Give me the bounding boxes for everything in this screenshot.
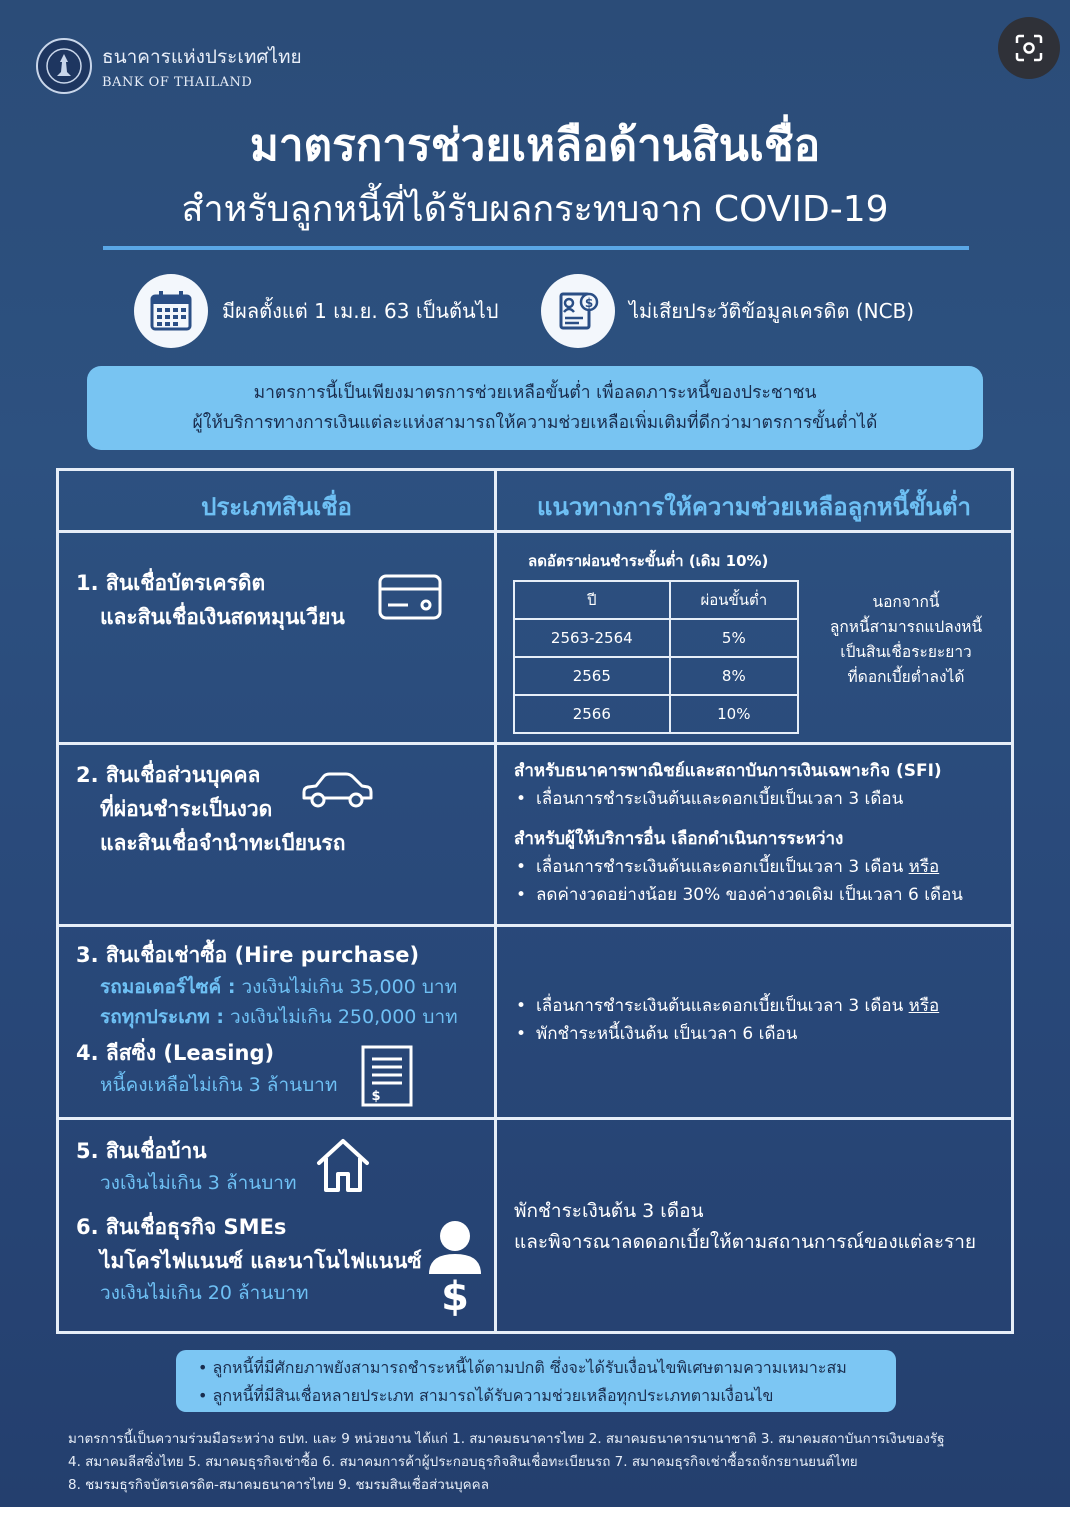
- footnote-line3: 8. ชมรมธุรกิจบัตรเครดิต-สมาคมธนาคารไทย 9. ชมรมสินเชื่อส่วนบุคคล: [68, 1477, 489, 1493]
- org-name-th: ธนาคารแห่งประเทศไทย: [102, 46, 302, 68]
- page-title: มาตรการช่วยเหลือด้านสินเชื่อ: [249, 120, 821, 171]
- car-value: วงเงินไม่เกิน 250,000 บาท: [223, 1006, 458, 1028]
- rate-table-title: ลดอัตราผ่อนชำระขั้นต่ำ (เดิม 10%): [528, 552, 769, 570]
- effective-date-text: มีผลตั้งแต่ 1 เม.ย. 63 เป็นต้นไป: [222, 299, 499, 323]
- microfinance-title: ไมโครไฟแนนซ์ และนาโนไฟแนนซ์: [100, 1249, 422, 1273]
- moto-value: วงเงินไม่เกิน 35,000 บาท: [235, 976, 458, 998]
- footnote: [68, 1428, 1028, 1497]
- row2-title-line1: 2. สินเชื่อส่วนบุคคล: [76, 763, 261, 787]
- org-name-en: BANK OF THAILAND: [102, 75, 253, 90]
- other-bullet-2: [514, 881, 994, 909]
- footnote-line2: 4. สมาคมลีสซิ่งไทย 5. สมาคมธุรกิจเช่าซื้อ 6. สมาคมการค้าผู้ประกอบธุรกิจสินเชื่อทะเบียนรถ 7. สมาคมธุรกิจเช่าซื้อรถจักรยานยนต์ไทย: [68, 1454, 858, 1470]
- or-text: หรือ: [908, 996, 940, 1016]
- extra-line: ลูกหนี้สามารถแปลงหนี้: [829, 618, 983, 636]
- page-subtitle: สำหรับลูกหนี้ที่ได้รับผลกระทบจาก COVID-19: [181, 189, 889, 230]
- column-header-loan-type: ประเภทสินเชื่อ: [201, 493, 352, 521]
- row1-title-line2: และสินเชื่อเงินสดหมุนเวียน: [100, 605, 345, 629]
- sme-limit: วงเงินไม่เกิน 20 ล้านบาท: [100, 1282, 309, 1304]
- credit-report-icon: [541, 274, 615, 348]
- table-row-divider: [56, 1117, 1014, 1120]
- bottom-note-line2: • ลูกหนี้ที่มีสินเชื่อหลายประเภท สามารถได้รับความช่วยเหลือทุกประเภทตามเงื่อนไข: [198, 1386, 774, 1405]
- row3-guidelines: [514, 992, 994, 1048]
- rate-min: 5%: [670, 619, 798, 657]
- row1-loan-type: [76, 566, 345, 634]
- sme-title: 6. สินเชื่อธุรกิจ SMEs: [76, 1215, 287, 1239]
- svg-text:$: $: [371, 1089, 381, 1104]
- moto-limit: [76, 972, 458, 1002]
- rate-year: 2565: [514, 657, 670, 695]
- calendar-icon: [134, 274, 208, 348]
- extra-line: นอกจากนี้: [872, 593, 940, 611]
- table-row-divider: [56, 742, 1014, 745]
- sfi-bullet: [514, 785, 994, 813]
- row1-title-line1: 1. สินเชื่อบัตรเครดิต: [76, 571, 266, 595]
- moto-label: รถมอเตอร์ไซค์ :: [100, 976, 236, 998]
- rate-header-year: ปี: [514, 581, 670, 619]
- note-box: [87, 366, 983, 450]
- footnote-line1: มาตรการนี้เป็นความร่วมมือระหว่าง ธปท. และ 9 หน่วยงาน ได้แก่ 1. สมาคมธนาคารไทย 2. สมาคมธนาคารนานาชาติ 3. สมาคมสถาบันการเงินของรัฐ: [68, 1431, 945, 1447]
- home-limit: วงเงินไม่เกิน 3 ล้านบาท: [100, 1172, 297, 1194]
- table-column-divider: [494, 468, 497, 1334]
- table-row: [514, 695, 798, 733]
- sfi-bullet-text: เลื่อนการชำระเงินต้นและดอกเบี้ยเป็นเวลา 3 เดือน: [536, 789, 904, 809]
- rate-table: [513, 580, 799, 734]
- extra-line: เป็นสินเชื่อระยะยาว: [840, 643, 972, 661]
- row2-title-line3: และสินเชื่อจำนำทะเบียนรถ: [100, 831, 346, 855]
- rate-min: 8%: [670, 657, 798, 695]
- row2-guidelines: [514, 757, 994, 909]
- title-divider: [103, 246, 969, 250]
- bot-logo: [36, 38, 302, 94]
- house-icon: [314, 1136, 372, 1198]
- other-heading: สำหรับผู้ให้บริการอื่น เลือกดำเนินการระหว่าง: [514, 829, 844, 849]
- seal-icon: [36, 38, 92, 94]
- row3-bullet-1-text: เลื่อนการชำระเงินต้นและดอกเบี้ยเป็นเวลา 3 เดือน: [536, 996, 904, 1016]
- or-text: หรือ: [908, 857, 940, 877]
- row3-bullet-1: [514, 992, 994, 1020]
- sfi-heading: สำหรับธนาคารพาณิชย์และสถาบันการเงินเฉพาะกิจ (SFI): [514, 761, 942, 781]
- row2-title-line2: ที่ผ่อนชำระเป็นงวด: [100, 797, 273, 821]
- scan-icon: [1014, 33, 1044, 63]
- leasing-title: 4. ลีสซิ่ง (Leasing): [76, 1041, 275, 1065]
- person-dollar-icon: [426, 1218, 484, 1320]
- column-header-guidelines: แนวทางการให้ความช่วยเหลือลูกหนี้ขั้นต่ำ: [537, 493, 971, 521]
- table-row-divider: [56, 924, 1014, 927]
- extra-line: ที่ดอกเบี้ยต่ำลงได้: [847, 668, 965, 686]
- rate-year: 2563-2564: [514, 619, 670, 657]
- other-bullet-2-text: ลดค่างวดอย่างน้อย 30% ของค่างวดเดิม เป็นเวลา 6 เดือน: [536, 885, 963, 905]
- leasing-limit: หนี้คงเหลือไม่เกิน 3 ล้านบาท: [100, 1074, 338, 1096]
- car-label: รถทุกประเภท :: [100, 1006, 224, 1028]
- rate-header-min: ผ่อนขั้นต่ำ: [670, 581, 798, 619]
- table-header-divider: [56, 530, 1014, 533]
- credit-card-icon: [378, 574, 442, 624]
- car-icon: [298, 770, 374, 816]
- svg-text:$: $: [584, 296, 594, 310]
- other-bullet-1: [514, 853, 994, 881]
- note-line-1: มาตรการนี้เป็นเพียงมาตรการช่วยเหลือขั้นต่ำ เพื่อลดภาระหนี้ของประชาชน: [253, 383, 817, 403]
- feature-effective-date: [134, 274, 498, 348]
- row1-extra-note: [808, 590, 1004, 690]
- table-row: [514, 657, 798, 695]
- document-icon: [360, 1044, 414, 1112]
- svg-text:$: $: [441, 1274, 469, 1316]
- row4-guid-line1: พักชำระเงินต้น 3 เดือน: [514, 1200, 704, 1222]
- note-line-2: ผู้ให้บริการทางการเงินแต่ละแห่งสามารถให้ความช่วยเหลือเพิ่มเติมที่ดีกว่ามาตรการขั้นต่ำได้: [192, 413, 878, 433]
- row4-guidelines: [514, 1196, 976, 1258]
- row3-bullet-2-text: พักชำระหนี้เงินต้น เป็นเวลา 6 เดือน: [536, 1024, 798, 1044]
- rate-min: 10%: [670, 695, 798, 733]
- table-row: [514, 619, 798, 657]
- hire-purchase-title: 3. สินเชื่อเช่าซื้อ (Hire purchase): [76, 943, 420, 967]
- bottom-note-line1: • ลูกหนี้ที่มีศักยภาพยังสามารถชำระหนี้ได้ตามปกติ ซึ่งจะได้รับเงื่อนไขพิเศษตามความเหมาะสม: [198, 1358, 847, 1377]
- row4-guid-line2: และพิจารณาลดดอกเบี้ยให้ตามสถานการณ์ของแต่ละราย: [514, 1231, 977, 1253]
- bottom-note-box: [176, 1350, 896, 1412]
- rate-year: 2566: [514, 695, 670, 733]
- home-loan-title: 5. สินเชื่อบ้าน: [76, 1139, 207, 1163]
- car-limit: [76, 1002, 458, 1032]
- ncb-text: ไม่เสียประวัติข้อมูลเครดิต (NCB): [629, 299, 915, 323]
- other-bullet-1-text: เลื่อนการชำระเงินต้นและดอกเบี้ยเป็นเวลา 3 เดือน: [536, 857, 904, 877]
- scan-button[interactable]: [998, 17, 1060, 79]
- feature-ncb: [541, 274, 914, 348]
- row3-bullet-2: [514, 1020, 994, 1048]
